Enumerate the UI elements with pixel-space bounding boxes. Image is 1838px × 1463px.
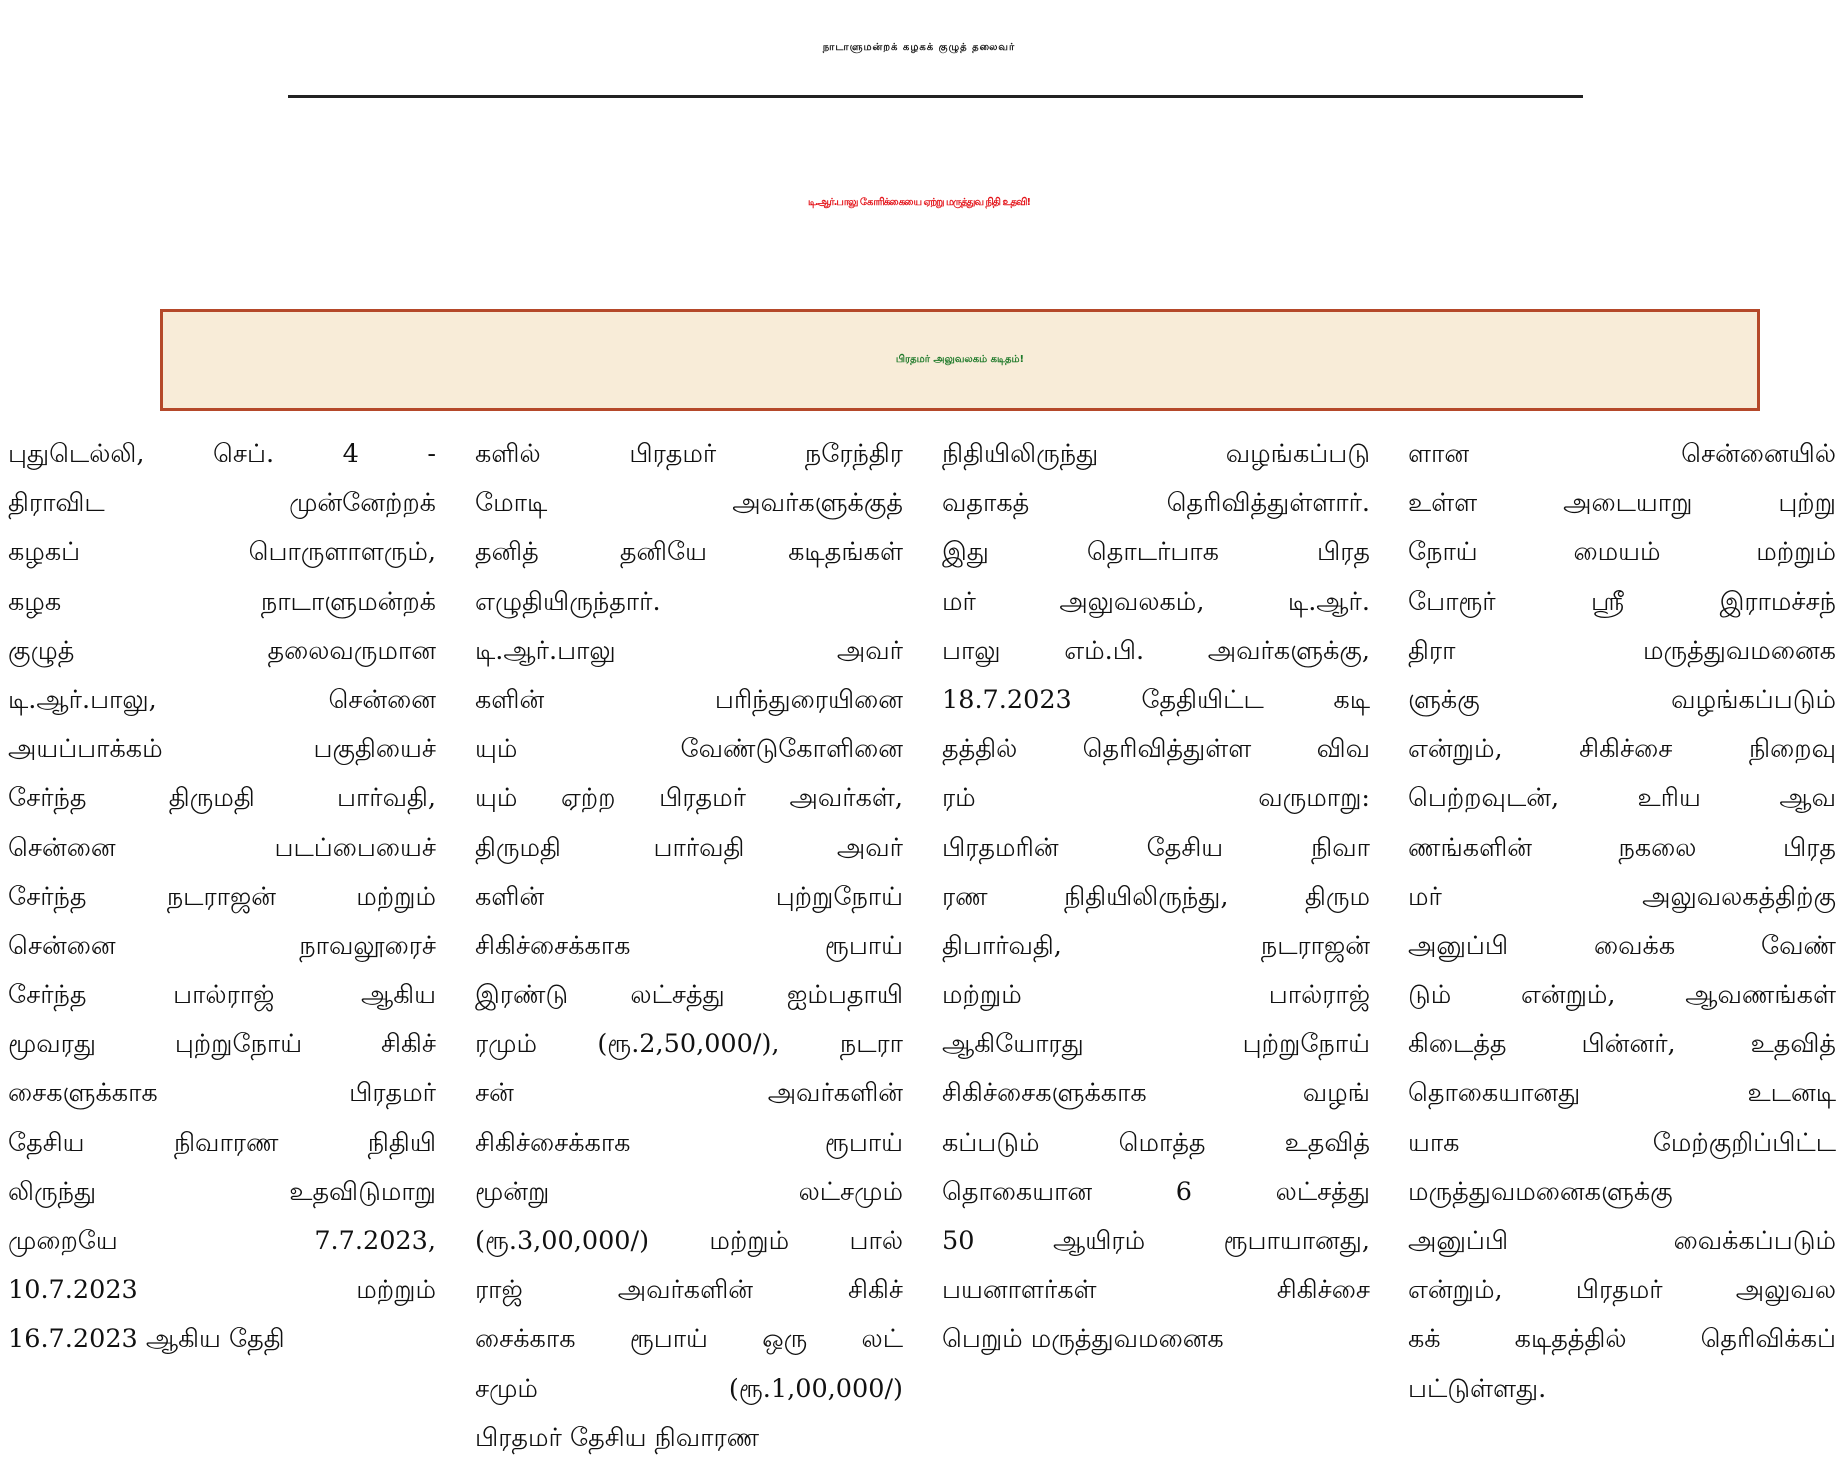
article-line: ணங்களின் நகலை பிரத (1408, 832, 1836, 863)
subheadline: பிரதமர் அலுவலகம் கடிதம்! (895, 354, 1025, 365)
article-line: சைகளுக்காக பிரதமர் (8, 1078, 436, 1109)
article-line: ளான சென்னையில் (1408, 439, 1836, 469)
article-line: முறையே 7.7.2023, (8, 1226, 436, 1256)
article-line: மருத்துவமனைகளுக்கு (1408, 1176, 1673, 1207)
article-line: கழகப் பொருளாளரும், (8, 537, 436, 568)
article-line: டி.ஆர்.பாலு அவர் (475, 635, 903, 666)
article-column-1 (8, 430, 436, 1400)
article-line: சிகிச்சைகளுக்காக வழங் (942, 1078, 1370, 1109)
article-line: ராஜ் அவர்களின் சிகிச் (475, 1275, 903, 1306)
article-line: தொகையான 6 லட்சத்து (942, 1176, 1370, 1207)
article-line: என்றும், பிரதமர் அலுவல (1408, 1275, 1836, 1306)
article-line: சேர்ந்த பால்ராஜ் ஆகிய (8, 980, 436, 1011)
article-line: டி.ஆர்.பாலு, சென்னை (8, 684, 436, 715)
article-line: தொகையானது உடனடி (1408, 1078, 1836, 1109)
subheadline-box (160, 309, 1760, 411)
article-line: ளுக்கு வழங்கப்படும் (1408, 684, 1836, 715)
article-line: 16.7.2023 ஆகிய தேதி (8, 1324, 285, 1355)
headline: டி.ஆர்.பாலு கோரிக்கையை ஏற்று மருத்துவ நிதி உதவி! (807, 197, 1031, 208)
article-line: யாக மேற்குறிப்பிட்ட (1408, 1127, 1836, 1158)
article-line: லிருந்து உதவிடுமாறு (8, 1176, 436, 1207)
article-line: பட்டுள்ளது. (1408, 1373, 1547, 1404)
article-line: 50 ஆயிரம் ரூபாயானது, (942, 1226, 1370, 1256)
article-line: சேர்ந்த நடராஜன் மற்றும் (8, 881, 436, 912)
article-line: மர் அலுவலகத்திற்கு (1408, 881, 1836, 912)
article-line: ரமும் (ரூ.2,50,000/), நடரா (475, 1029, 903, 1060)
article-line: களில் பிரதமர் நரேந்திர (475, 439, 903, 469)
article-line: பிரதமரின் தேசிய நிவா (942, 832, 1370, 863)
article-line: யும் வேண்டுகோளினை (475, 734, 903, 765)
article-line: சிகிச்சைக்காக ரூபாய் (475, 1127, 903, 1158)
article-line: பிரதமர் தேசிய நிவாரண (475, 1422, 760, 1453)
article-line: மோடி அவர்களுக்குத் (475, 488, 903, 519)
article-line: எழுதியிருந்தார். (475, 586, 661, 617)
article-line: இரண்டு லட்சத்து ஐம்பதாயி (475, 980, 903, 1011)
article-line: யும் ஏற்ற பிரதமர் அவர்கள், (475, 783, 903, 814)
article-line: மற்றும் பால்ராஜ் (942, 980, 1370, 1011)
article-line: 10.7.2023 மற்றும் (8, 1275, 436, 1306)
article-line: சேர்ந்த திருமதி பார்வதி, (8, 783, 436, 814)
article-line: கப்படும் மொத்த உதவித் (942, 1127, 1370, 1158)
article-line: திராவிட முன்னேற்றக் (8, 488, 436, 519)
article-line: பாலு எம்.பி. அவர்களுக்கு, (942, 635, 1370, 666)
article-line: ரம் வருமாறு: (942, 783, 1370, 814)
article-line: தனித் தனியே கடிதங்கள் (475, 537, 903, 568)
article-line: டும் என்றும், ஆவணங்கள் (1408, 980, 1836, 1011)
article-line: சைக்காக ரூபாய் ஒரு லட் (475, 1324, 903, 1355)
article-line: அனுப்பி வைக்க வேண் (1408, 930, 1836, 961)
article-line: பயனாளர்கள் சிகிச்சை (942, 1275, 1370, 1306)
article-line: போரூர் ஸ்ரீ இராமச்சந் (1408, 586, 1836, 617)
article-column-3 (942, 430, 1370, 1400)
article-line: சென்னை படப்பையைச் (8, 832, 436, 863)
article-line: சன் அவர்களின் (475, 1078, 903, 1109)
article-line: இது தொடர்பாக பிரத (942, 537, 1370, 568)
article-line: கழக நாடாளுமன்றக் (8, 586, 436, 617)
article-line: அயப்பாக்கம் பகுதியைச் (8, 734, 436, 765)
article-line: என்றும், சிகிச்சை நிறைவு (1408, 734, 1836, 765)
article-line: மர் அலுவலகம், டி.ஆர். (942, 586, 1370, 617)
article-line: நோய் மையம் மற்றும் (1408, 537, 1836, 568)
article-line: குழுத் தலைவருமான (8, 635, 436, 666)
article-line: களின் புற்றுநோய் (475, 881, 903, 912)
article-line: வதாகத் தெரிவித்துள்ளார். (942, 488, 1370, 519)
article-line: ரண நிதியிலிருந்து, திரும (942, 881, 1370, 912)
article-line: கிடைத்த பின்னர், உதவித் (1408, 1029, 1836, 1060)
article-line: பெறும் மருத்துவமனைக (942, 1324, 1224, 1355)
article-line: தத்தில் தெரிவித்துள்ள விவ (942, 734, 1370, 765)
article-line: திரா மருத்துவமனைக (1408, 635, 1836, 666)
article-line: பெற்றவுடன், உரிய ஆவ (1408, 783, 1836, 814)
article-line: 18.7.2023 தேதியிட்ட கடி (942, 684, 1370, 715)
article-line: சிகிச்சைக்காக ரூபாய் (475, 930, 903, 961)
article-line: புதுடெல்லி, செப். 4 - (8, 439, 436, 469)
article-line: தேசிய நிவாரண நிதியி (8, 1127, 436, 1158)
article-line: திருமதி பார்வதி அவர் (475, 832, 903, 863)
article-line: சமும் (ரூ.1,00,000/) (475, 1373, 903, 1404)
article-line: ஆகியோரது புற்றுநோய் (942, 1029, 1370, 1060)
kicker-underline (288, 95, 1583, 98)
article-line: மூவரது புற்றுநோய் சிகிச் (8, 1029, 436, 1060)
article-line: கக் கடிதத்தில் தெரிவிக்கப் (1408, 1324, 1836, 1355)
article-line: களின் பரிந்துரையினை (475, 684, 903, 715)
article-line: திபார்வதி, நடராஜன் (942, 930, 1370, 961)
article-line: நிதியிலிருந்து வழங்கப்படு (942, 439, 1370, 469)
article-line: (ரூ.3,00,000/) மற்றும் பால் (475, 1226, 903, 1256)
article-line: உள்ள அடையாறு புற்று (1408, 488, 1836, 519)
article-line: மூன்று லட்சமும் (475, 1176, 903, 1207)
article-line: சென்னை நாவலூரைச் (8, 930, 436, 961)
kicker-title: நாடாளுமன்றக் கழகக் குழுத் தலைவர் (822, 42, 1016, 53)
article-column-2 (475, 430, 903, 1453)
article-column-4 (1408, 430, 1836, 1404)
article-line: அனுப்பி வைக்கப்படும் (1408, 1226, 1836, 1256)
